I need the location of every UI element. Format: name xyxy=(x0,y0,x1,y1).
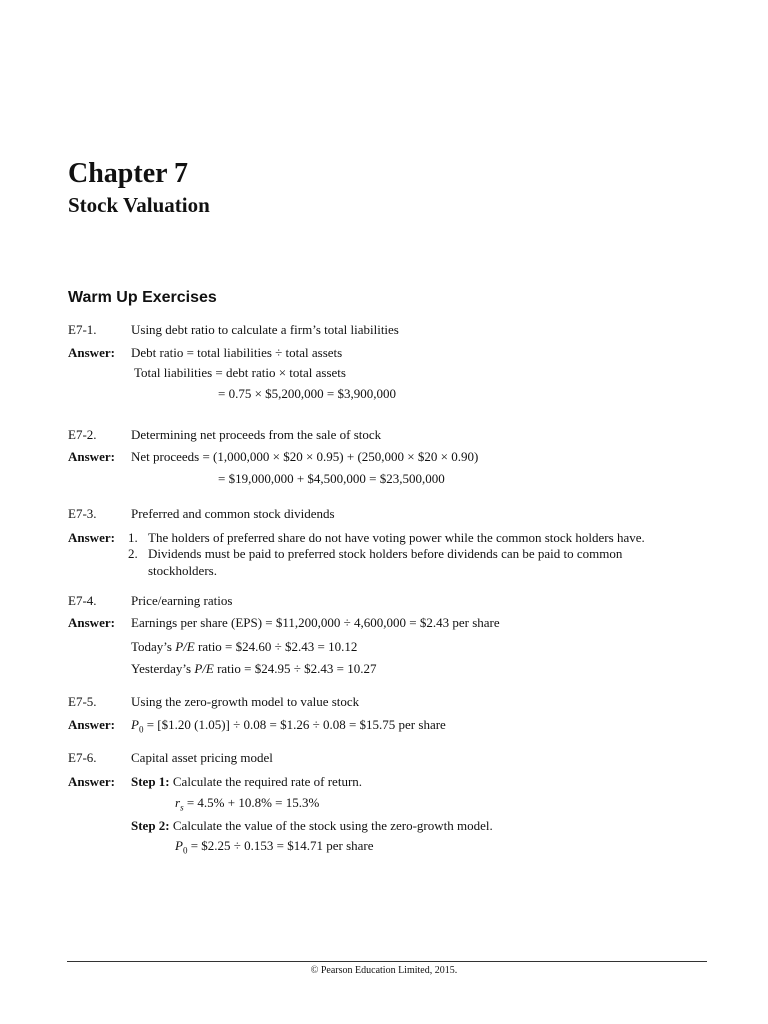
exercise-id: E7-6. xyxy=(68,750,97,765)
answer-label: Answer: xyxy=(68,449,115,464)
variable: P xyxy=(131,717,139,732)
answer-label: Answer: xyxy=(68,774,115,789)
subscript: 0 xyxy=(138,724,144,735)
answer-line xyxy=(131,661,376,677)
exercise-id: E7-5. xyxy=(68,694,97,709)
list-item: The holders of preferred share do not have voting power while the common stock holders have. xyxy=(148,530,645,545)
exercise-title: Determining net proceeds from the sale of stock xyxy=(131,427,382,442)
exercise-title: Capital asset pricing model xyxy=(131,750,273,765)
pe-term: P/E xyxy=(194,661,214,676)
exercise-id: E7-4. xyxy=(68,593,97,608)
step-label: Step 2: xyxy=(131,818,170,833)
pe-term: P/E xyxy=(175,639,195,654)
answer-label: Answer: xyxy=(68,345,115,360)
answer-line: Debt ratio = total liabilities ÷ total assets xyxy=(131,345,343,360)
answer-line: Earnings per share (EPS) = $11,200,000 ÷ 4,600,000 = $2.43 per share xyxy=(131,615,500,630)
text-fragment: ratio = $24.60 ÷ $2.43 = 10.12 xyxy=(194,639,358,654)
formula-line xyxy=(175,795,319,816)
footer-copyright: © Pearson Education Limited, 2015. xyxy=(310,965,458,976)
exercise-id: E7-1. xyxy=(68,322,97,337)
section-heading: Warm Up Exercises xyxy=(68,289,217,306)
exercise-id: E7-2. xyxy=(68,427,97,442)
list-number: 1. xyxy=(128,530,138,545)
exercise-title: Price/earning ratios xyxy=(131,593,233,608)
formula: = $2.25 ÷ 0.153 = $14.71 per share xyxy=(187,838,374,853)
step-text: Calculate the value of the stock using the zero-growth model. xyxy=(169,818,493,833)
chapter-title: Chapter 7 xyxy=(68,158,189,189)
answer-line: = $19,000,000 + $4,500,000 = $23,500,000 xyxy=(218,471,445,486)
variable: r xyxy=(175,795,181,810)
exercise-id: E7-3. xyxy=(68,506,97,521)
formula-line xyxy=(175,838,374,859)
answer-label: Answer: xyxy=(68,530,115,545)
formula: = 4.5% + 10.8% = 15.3% xyxy=(183,795,320,810)
chapter-subtitle: Stock Valuation xyxy=(68,193,210,217)
exercise-title: Using the zero-growth model to value stock xyxy=(131,694,360,709)
text-fragment: Today’s xyxy=(131,639,176,654)
list-item: Dividends must be paid to preferred stock holders before dividends can be paid to common xyxy=(148,546,623,561)
exercise-title: Using debt ratio to calculate a firm’s total liabilities xyxy=(131,322,399,337)
text-fragment: ratio = $24.95 ÷ $2.43 = 10.27 xyxy=(213,661,377,676)
step-text: Calculate the required rate of return. xyxy=(169,774,363,789)
step-line xyxy=(131,818,493,834)
subscript: s xyxy=(180,802,184,813)
exercise-title: Preferred and common stock dividends xyxy=(131,506,335,521)
answer-label: Answer: xyxy=(68,717,115,732)
answer-line xyxy=(131,717,446,738)
footer-divider xyxy=(67,961,707,962)
formula: = [$1.20 (1.05)] ÷ 0.08 = $1.26 ÷ 0.08 = $15.75 per share xyxy=(143,717,446,732)
list-item-continuation: stockholders. xyxy=(148,563,217,578)
answer-line: = 0.75 × $5,200,000 = $3,900,000 xyxy=(218,386,396,401)
answer-line xyxy=(131,639,357,655)
variable: P xyxy=(175,838,183,853)
answer-line: Total liabilities = debt ratio × total assets xyxy=(134,365,346,380)
step-label: Step 1: xyxy=(131,774,170,789)
answer-label: Answer: xyxy=(68,615,115,630)
answer-line: Net proceeds = (1,000,000 × $20 × 0.95) + (250,000 × $20 × 0.90) xyxy=(131,449,479,464)
step-line xyxy=(131,774,362,790)
list-number: 2. xyxy=(128,546,138,561)
text-fragment: Yesterday’s xyxy=(131,661,195,676)
subscript: 0 xyxy=(182,845,188,856)
